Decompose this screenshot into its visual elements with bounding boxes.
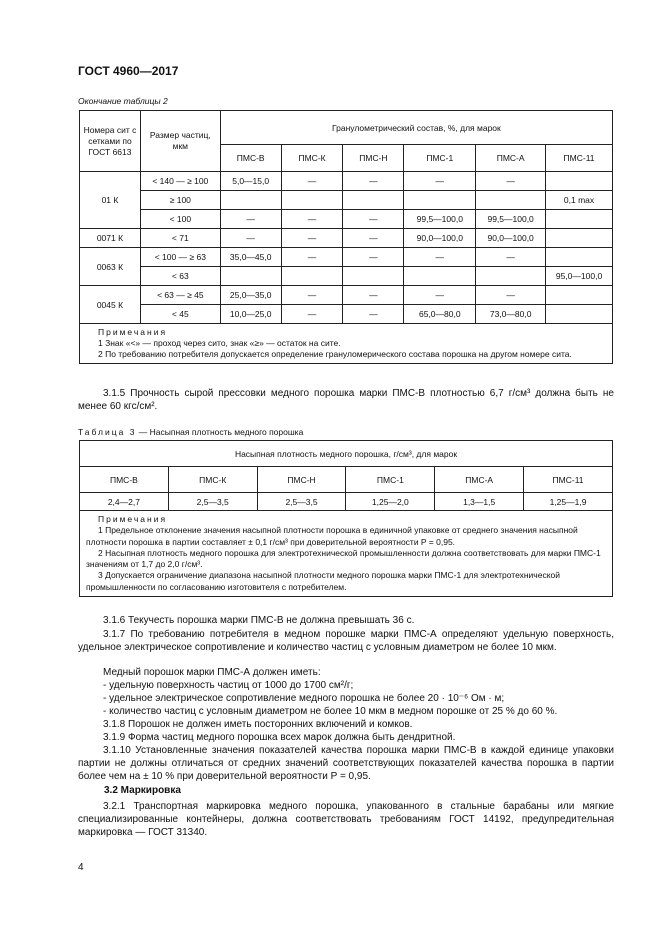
brand-header: ПМС-1 [404, 145, 476, 172]
value-cell: 99,5—100,0 [476, 210, 546, 229]
brand-header: ПМС-А [476, 145, 546, 172]
table-row [80, 191, 613, 210]
note-item: 3 Допускается ограничение диапазона насыпной плотности медного порошка марки ПМС-1 для электротехнической промышленности по согласованию изготовителя с потребителем. [86, 570, 561, 592]
value-cell: — [476, 286, 546, 305]
brand-header: ПМС-11 [524, 467, 613, 493]
paragraph-3-1-9: 3.1.9 Форма частиц медного порошка всех марок должна быть дендритной. [103, 732, 456, 743]
brand-header: ПМС-11 [546, 145, 613, 172]
list-item: - количество частиц с условным диаметром не более 10 мкм в медном порошке от 25 % до 60 %. [103, 706, 558, 717]
table-notes-row [80, 511, 613, 597]
value-cell: — [476, 172, 546, 191]
paragraph-3-1-5: 3.1.5 Прочность сырой прессовки медного порошка марки ПМС-В плотностью 6,7 г/см³ должна быть не менее 60 кгс/см². [78, 388, 614, 412]
note-item: 1 Знак «<» — проход через сито, знак «≥» — остаток на сите. [98, 338, 341, 348]
value-cell [546, 210, 613, 229]
value-cell [404, 267, 476, 286]
value-cell [343, 191, 404, 210]
value-cell [546, 305, 613, 324]
value-cell: 1,25—1,9 [524, 493, 613, 511]
value-cell [546, 248, 613, 267]
sieve-number: 0071 К [80, 229, 141, 248]
value-cell [220, 191, 281, 210]
notes-title: Примечания [98, 327, 168, 337]
value-cell [546, 229, 613, 248]
table-row [80, 286, 613, 305]
value-cell: 65,0—80,0 [404, 305, 476, 324]
col-header-group: Гранулометрический состав, %, для марок [220, 111, 612, 145]
value-cell: — [281, 305, 343, 324]
size-cell: < 140 — ≥ 100 [140, 172, 220, 191]
size-cell: < 100 — ≥ 63 [140, 248, 220, 267]
size-cell: ≥ 100 [140, 191, 220, 210]
paragraph-3-1-7: 3.1.7 По требованию потребителя в медном порошке марки ПМС-А определяют удельную поверхность, удельное электрическое сопротивление и количество частиц с условным диаметром не более 10 мкм. [78, 629, 614, 653]
table-row [80, 267, 613, 286]
table3-caption-label: Таблица 3 [78, 427, 137, 437]
col-header-group: Насыпная плотность медного порошка, г/см³, для марок [80, 441, 613, 467]
value-cell: 10,0—25,0 [220, 305, 281, 324]
sieve-number: 0063 К [80, 248, 141, 286]
table-row [80, 493, 613, 511]
value-cell: — [404, 248, 476, 267]
value-cell: — [343, 248, 404, 267]
size-cell: < 71 [140, 229, 220, 248]
value-cell: — [281, 248, 343, 267]
paragraph-3-1-8: 3.1.8 Порошок не должен иметь посторонних включений и комков. [103, 719, 413, 730]
value-cell: — [281, 229, 343, 248]
table-row [80, 305, 613, 324]
col-header-sieve: Номера сит с сетками по ГОСТ 6613 [80, 111, 141, 172]
value-cell: — [343, 210, 404, 229]
value-cell: 2,5—3,5 [168, 493, 257, 511]
value-cell: — [281, 286, 343, 305]
value-cell [546, 286, 613, 305]
granulometric-table [79, 110, 613, 364]
table-row [80, 210, 613, 229]
section-heading-3-2: 3.2 Маркировка [104, 785, 181, 796]
brand-header: ПМС-А [435, 467, 524, 493]
brand-header: ПМС-Н [343, 145, 404, 172]
note-item: 1 Предельное отклонение значения насыпной плотности порошка в единичной упаковке от среднего значения насыпной плотности порошка в партии составляет ± 0,1 г/см³ при доверительной вероятности P = 0,95. [86, 525, 578, 547]
value-cell [546, 172, 613, 191]
value-cell: 90,0—100,0 [404, 229, 476, 248]
value-cell [343, 267, 404, 286]
value-cell: 5,0—15,0 [220, 172, 281, 191]
value-cell: 73,0—80,0 [476, 305, 546, 324]
value-cell: 1,25—2,0 [346, 493, 435, 511]
brand-header: ПМС-1 [346, 467, 435, 493]
list-item: - удельное электрическое сопротивление медного порошка не более 20 · 10⁻⁶ Ом · м; [103, 693, 505, 704]
value-cell: 35,0—45,0 [220, 248, 281, 267]
size-cell: < 63 — ≥ 45 [140, 286, 220, 305]
value-cell: 2,5—3,5 [257, 493, 346, 511]
value-cell: — [404, 172, 476, 191]
sieve-number: 0045 К [80, 286, 141, 324]
standard-number: ГОСТ 4960—2017 [78, 64, 179, 78]
brand-header: ПМС-Н [257, 467, 346, 493]
value-cell: — [220, 210, 281, 229]
bulk-density-table [79, 440, 613, 597]
brand-header: ПМС-К [168, 467, 257, 493]
value-cell: — [281, 172, 343, 191]
paragraph-3-2-1: 3.2.1 Транспортная маркировка медного порошка, упакованного в стальные барабаны или мягкие специализированные контейнеры, должна соответствовать требованиям ГОСТ 14192, предупредительная маркировка — ГОСТ 31340. [78, 801, 614, 838]
value-cell: — [343, 229, 404, 248]
brand-header: ПМС-В [220, 145, 281, 172]
page-number: 4 [78, 862, 84, 873]
value-cell: — [343, 286, 404, 305]
notes-title: Примечания [98, 514, 168, 524]
table-row [80, 229, 613, 248]
note-item: 2 По требованию потребителя допускается определение грануломерического состава порошка на другом номере сита. [98, 349, 572, 359]
value-cell [476, 191, 546, 210]
value-cell: 25,0—35,0 [220, 286, 281, 305]
value-cell: 0,1 max [546, 191, 613, 210]
value-cell [281, 267, 343, 286]
table-notes-row [80, 324, 613, 364]
value-cell: 2,4—2,7 [80, 493, 169, 511]
value-cell: 1,3—1,5 [435, 493, 524, 511]
paragraph-3-1-6: 3.1.6 Текучесть порошка марки ПМС-В не должна превышать 36 с. [103, 615, 415, 626]
value-cell: 99,5—100,0 [404, 210, 476, 229]
value-cell [281, 191, 343, 210]
list-item: - удельную поверхность частиц от 1000 до 1700 см²/г; [103, 680, 354, 691]
value-cell: — [476, 248, 546, 267]
size-cell: < 45 [140, 305, 220, 324]
table-continuation-label: Окончание таблицы 2 [78, 96, 168, 106]
value-cell: — [343, 305, 404, 324]
note-item: 2 Насыпная плотность медного порошка для электротехнической промышленности должна соответствовать для марки ПМС-1 значениям от 1,7 до 2,0 г/см³. [86, 547, 601, 570]
value-cell: — [404, 286, 476, 305]
table-row [80, 248, 613, 267]
value-cell: 90,0—100,0 [476, 229, 546, 248]
value-cell [476, 267, 546, 286]
col-header-size: Размер частиц, мкм [140, 111, 220, 172]
table-row [80, 172, 613, 191]
paragraph-3-1-10: 3.1.10 Установленные значения показателей качества порошка марки ПМС-В в каждой единице упаковки партии не должны отличаться от средних значений соответствующих показателей качества порошка в партии более чем на ± 10 % при доверительной вероятности P = 0,95. [78, 745, 614, 782]
value-cell: — [343, 172, 404, 191]
value-cell [404, 191, 476, 210]
size-cell: < 100 [140, 210, 220, 229]
sieve-number: 01 К [80, 172, 141, 229]
value-cell: — [220, 229, 281, 248]
table3-caption-text: — Насыпная плотность медного порошка [136, 427, 304, 437]
paragraph-requirements-intro: Медный порошок марки ПМС-А должен иметь: [103, 667, 321, 678]
table3-caption [78, 427, 303, 437]
value-cell [220, 267, 281, 286]
brand-header: ПМС-В [80, 467, 169, 493]
value-cell: — [281, 210, 343, 229]
size-cell: < 63 [140, 267, 220, 286]
value-cell: 95,0—100,0 [546, 267, 613, 286]
brand-header: ПМС-К [281, 145, 343, 172]
